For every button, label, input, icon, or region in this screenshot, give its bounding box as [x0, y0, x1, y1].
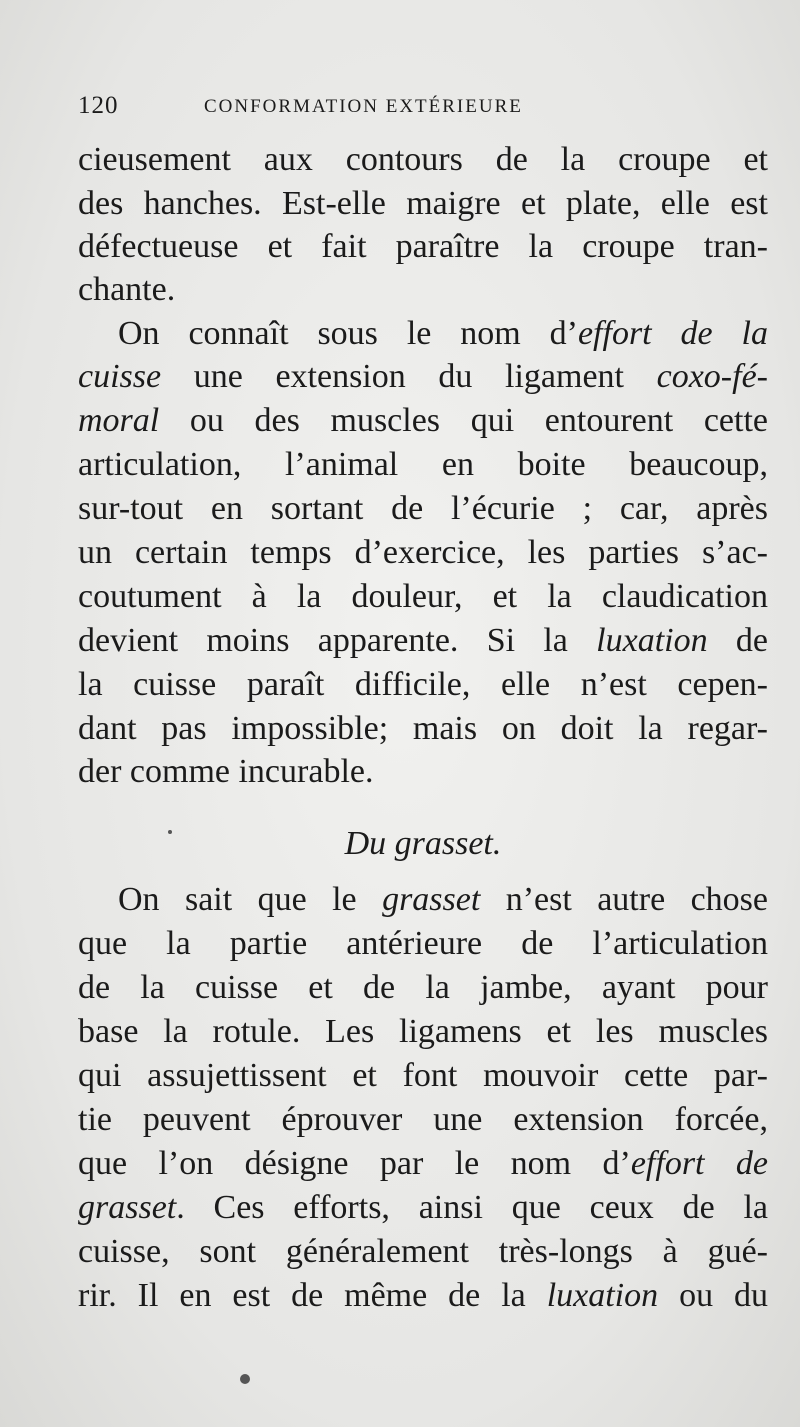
text-line: cuisse, sont généralement très-longs à gué-: [78, 1233, 768, 1270]
text-line: tie peuvent éprouver une extension forcée,: [78, 1101, 768, 1138]
text-line: der comme incurable.: [78, 753, 374, 790]
text-line: défectueuse et fait paraître la croupe tran-: [78, 228, 768, 265]
text-line: rir. Il en est de même de la luxation ou du: [78, 1277, 769, 1314]
text-line: devient moins apparente. Si la luxation de: [78, 622, 768, 659]
text-line: des hanches. Est-elle maigre et plate, elle est: [78, 185, 768, 222]
text-line: cieusement aux contours de la croupe et: [78, 141, 768, 178]
text-line: de la cuisse et de la jambe, ayant pour: [78, 969, 768, 1006]
text-line: qui assujettissent et font mouvoir cette par-: [78, 1057, 768, 1094]
running-head: CONFORMATION EXTÉRIEURE: [204, 96, 523, 117]
page-header: [78, 92, 768, 132]
text-line: On connaît sous le nom d’effort de la: [118, 315, 768, 352]
text-line: un certain temps d’exercice, les parties s’ac-: [78, 534, 768, 571]
text-line: base la rotule. Les ligamens et les muscles: [78, 1013, 768, 1050]
text-line: On sait que le grasset n’est autre chose: [118, 881, 768, 918]
ink-spot: [240, 1374, 250, 1384]
text-line: cuisse une extension du ligament coxo-fé-: [78, 358, 768, 395]
text-line: grasset. Ces efforts, ainsi que ceux de la: [78, 1189, 768, 1226]
text-line: que l’on désigne par le nom d’effort de: [78, 1145, 768, 1182]
text-line: moral ou des muscles qui entourent cette: [78, 402, 768, 439]
text-line: la cuisse paraît difficile, elle n’est cepen-: [78, 666, 768, 703]
page-number: 120: [78, 92, 119, 119]
text-line: sur-tout en sortant de l’écurie ; car, après: [78, 490, 768, 527]
section-heading: Du grasset.: [344, 825, 502, 862]
text-line: dant pas impossible; mais on doit la regar-: [78, 710, 768, 747]
text-line: coutument à la douleur, et la claudication: [78, 578, 768, 615]
text-line: chante.: [78, 271, 176, 308]
text-line: articulation, l’animal en boite beaucoup,: [78, 446, 768, 483]
text-line: que la partie antérieure de l’articulation: [78, 925, 768, 962]
